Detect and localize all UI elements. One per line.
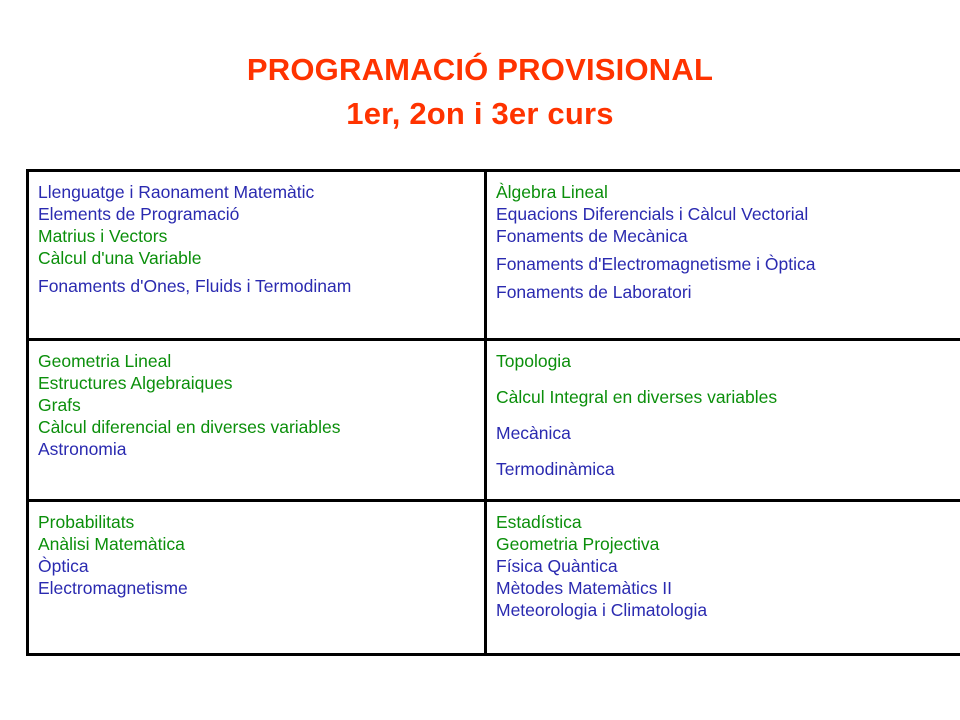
course-item: Estadística (496, 512, 582, 532)
course-item: Topologia (496, 351, 571, 371)
course-item: Fonaments d'Ones, Fluids i Termodinam (38, 276, 352, 296)
table-cell (486, 171, 960, 340)
course-item: Estructures Algebraiques (38, 373, 233, 393)
course-item: Càlcul d'una Variable (38, 248, 202, 268)
course-table (26, 169, 960, 656)
course-item: Geometria Projectiva (496, 534, 660, 554)
table-cell (486, 501, 960, 655)
title-main: PROGRAMACIÓ PROVISIONAL (246, 52, 714, 87)
course-item: Termodinàmica (496, 459, 615, 479)
course-item: Càlcul Integral en diverses variables (496, 387, 778, 407)
course-item: Equacions Diferencials i Càlcul Vectorial (496, 204, 809, 224)
course-item: Anàlisi Matemàtica (38, 534, 185, 554)
course-item: Fonaments de Mecànica (496, 226, 688, 246)
table-cell (28, 501, 486, 655)
course-item: Elements de Programació (38, 204, 240, 224)
course-item: Meteorologia i Climatologia (496, 600, 708, 620)
table-cell (486, 340, 960, 501)
course-item: Astronomia (38, 439, 127, 459)
table-row (28, 501, 960, 655)
table-row (28, 171, 960, 340)
table-row (28, 340, 960, 501)
course-item: Matrius i Vectors (38, 226, 168, 246)
course-item: Mecànica (496, 423, 571, 443)
course-item: Electromagnetisme (38, 578, 188, 598)
page-title (0, 48, 960, 136)
table-cell (28, 340, 486, 501)
course-item: Llenguatge i Raonament Matemàtic (38, 182, 315, 202)
course-item: Càlcul diferencial en diverses variables (38, 417, 341, 437)
course-item: Mètodes Matemàtics II (496, 578, 673, 598)
table-cell (28, 171, 486, 340)
course-item: Fonaments de Laboratori (496, 282, 692, 302)
course-item: Geometria Lineal (38, 351, 172, 371)
course-item: Probabilitats (38, 512, 135, 532)
title-subtitle: 1er, 2on i 3er curs (346, 96, 614, 131)
course-item: Àlgebra Lineal (496, 182, 608, 202)
course-item: Física Quàntica (496, 556, 618, 576)
course-item: Grafs (38, 395, 81, 415)
course-item: Fonaments d'Electromagnetisme i Òptica (496, 254, 816, 274)
course-item: Òptica (38, 556, 89, 576)
